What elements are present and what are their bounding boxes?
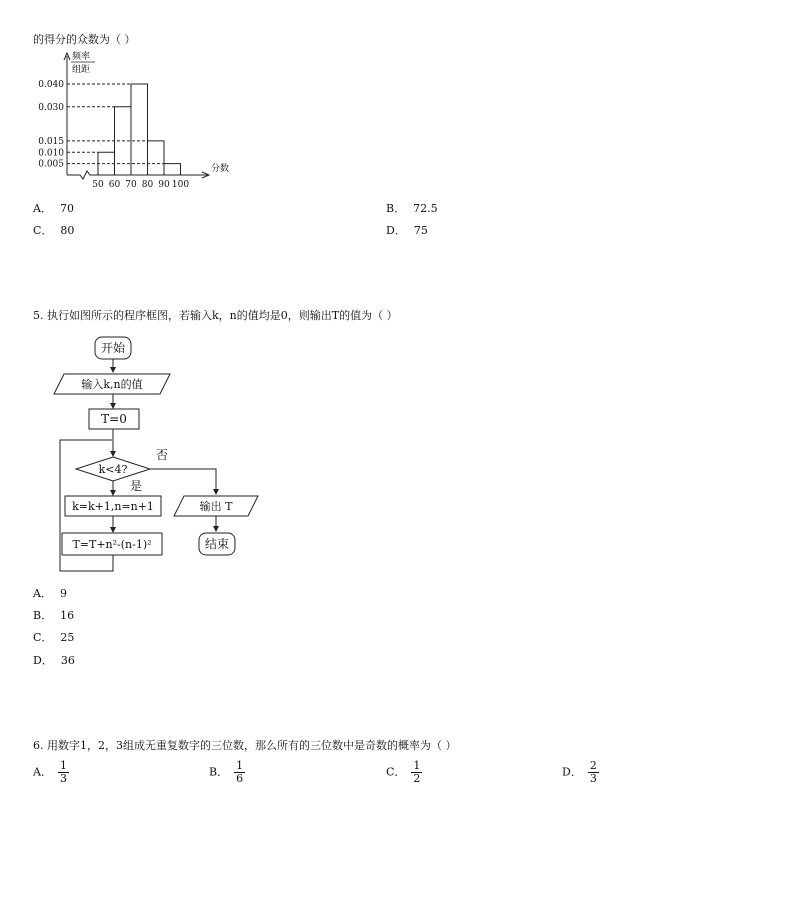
y-label-bottom: 组距: [72, 65, 91, 75]
histogram-bar: [164, 164, 181, 175]
q5-option-b[interactable]: B． 16: [33, 609, 75, 622]
y-tick-label: 0.040: [38, 80, 64, 90]
flow-step2-text: T=T+n²-(n-1)²: [72, 538, 152, 551]
x-tick-label: 80: [141, 180, 154, 190]
q6-option-b[interactable]: B． $\frac{1}{6}$: [209, 759, 244, 785]
q5-stem: 5. 执行如图所示的程序框图，若输入k，n的值均是0，则输出T的值为（ ）: [33, 309, 398, 322]
q5-option-c[interactable]: C． 25: [33, 631, 75, 644]
flow-step1-text: k=k+1,n=n+1: [72, 500, 154, 513]
q5-option-d[interactable]: D． 36: [33, 654, 75, 667]
fraction: $\frac{2}{3}$: [589, 759, 597, 785]
histogram-bar: [131, 84, 148, 175]
flow-input-text: 输入k,n的值: [81, 378, 143, 391]
x-axis-label: 分数: [211, 164, 230, 174]
q4-option-a[interactable]: A． 70: [33, 202, 74, 215]
q6-option-d[interactable]: D． $\frac{2}{3}$: [562, 759, 597, 785]
fraction: $\frac{1}{3}$: [59, 759, 67, 785]
x-tick-label: 100: [171, 180, 190, 190]
q6-stem: 6. 用数字1，2，3组成无重复数字的三位数，那么所有的三位数中是奇数的概率为（ ）: [33, 739, 457, 752]
flow-no-label: 否: [156, 448, 169, 462]
y-label-top: 频率: [72, 52, 91, 62]
flow-condition-text: k<4?: [98, 463, 128, 476]
flow-start-text: 开始: [100, 341, 126, 355]
x-tick-label: 50: [92, 180, 104, 190]
y-tick-label: 0.010: [38, 148, 64, 159]
histogram-bar: [148, 141, 165, 175]
q6-option-a[interactable]: A． $\frac{1}{3}$: [33, 759, 67, 785]
x-tick-label: 90: [158, 180, 170, 190]
y-tick-label: 0.005: [38, 159, 64, 170]
q4-option-b[interactable]: B． 72.5: [386, 202, 438, 215]
q5-option-a[interactable]: A． 9: [33, 587, 67, 600]
fraction: $\frac{1}{2}$: [413, 759, 421, 785]
x-tick-label: 70: [125, 180, 137, 190]
fraction: $\frac{1}{6}$: [236, 759, 244, 785]
x-tick-label: 60: [108, 180, 121, 190]
y-tick-label: 0.030: [38, 102, 64, 113]
q6-option-c[interactable]: C． $\frac{1}{2}$: [386, 759, 421, 785]
q4-option-d[interactable]: D． 75: [386, 224, 428, 237]
flow-output-text: 输出 T: [199, 500, 233, 513]
flow-yes-label: 是: [130, 479, 143, 493]
y-tick-label: 0.015: [38, 136, 64, 147]
q4-stem: 的得分的众数为（ ）: [33, 33, 136, 46]
q4-option-c[interactable]: C． 80: [33, 224, 75, 237]
flow-init-text: T=0: [101, 412, 127, 426]
flowchart: [50, 330, 270, 580]
flow-end-text: 结束: [204, 537, 230, 551]
histogram-chart: [30, 48, 230, 193]
